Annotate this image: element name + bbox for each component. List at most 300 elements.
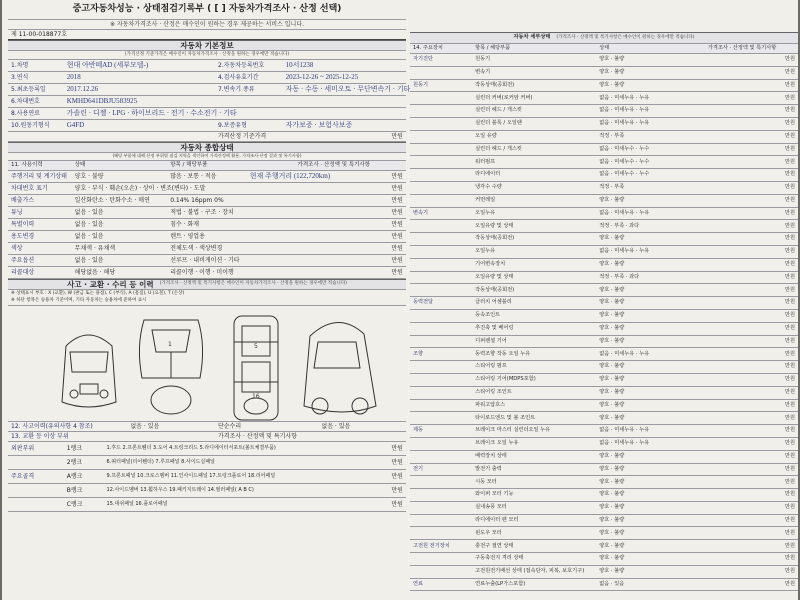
status-unit: 만원 (391, 172, 403, 180)
detail-row (410, 515, 798, 528)
detail-item: 스티어링 기어(MDPS포함) (475, 376, 536, 383)
detail-unit: 만원 (784, 273, 795, 280)
parts-unit: 만원 (391, 444, 403, 452)
basic-label-2: 9.보증유형 (217, 121, 247, 129)
detail-item: 발전기 출력 (475, 465, 502, 472)
svg-text:16: 16 (252, 393, 260, 400)
status-label: 색상 (11, 244, 23, 252)
accident-value: 없음 · 있음 (130, 422, 160, 430)
detail-unit: 만원 (784, 529, 795, 536)
detail-row (410, 246, 798, 259)
detail-row (410, 67, 798, 80)
detail-row (410, 374, 798, 387)
status-row (8, 195, 406, 207)
basic-value-2: 10서1238 (285, 61, 314, 69)
detail-state: 적정 · 부족 · 과다 (599, 222, 640, 229)
basic-value: 현대 아반떼AD (세부모델-) (66, 61, 149, 69)
detail-state: 없음 · 미세누유 · 누유 (599, 440, 650, 447)
detail-item: 실린더 블록 / 오일팬 (475, 120, 522, 127)
car-side-view (304, 322, 376, 414)
detail-unit: 만원 (784, 81, 795, 88)
detail-group: 원동기 (413, 81, 429, 88)
detail-unit: 만원 (784, 453, 795, 459)
detail-state: 적정 · 부족 (599, 184, 625, 191)
detail-unit: 만원 (784, 350, 795, 357)
right-column (410, 0, 798, 591)
detail-state: 없음 · 미세누수 · 누수 (599, 158, 650, 165)
status-state: 양호 · 불량 (74, 172, 104, 180)
overall-status-title: 자동차 종합상태 (180, 142, 234, 152)
accident-legend-2 (8, 298, 406, 306)
detail-unit: 만원 (784, 401, 795, 408)
status-state: 무채색 · 유채색 (74, 244, 116, 252)
detail-state: 없음 · 미세누유 · 누유 (599, 94, 650, 101)
detail-unit: 만원 (784, 299, 795, 306)
detail-item: 실린더 커버(로커암 커버) (475, 94, 533, 101)
basic-row (8, 120, 406, 132)
basic-value: G4FD (66, 121, 85, 129)
detail-row (410, 579, 798, 592)
detail-state: 양호 · 불량 (599, 376, 625, 383)
legend-text: ※ 상태표시 부호 : X (교환), W (판금 또는 용접), C (부식), A (흠집), U (요철), T (손상) (11, 290, 185, 296)
overall-status-header (8, 142, 406, 153)
basic-info-note: (가격산정 기준가격은 매수인이 자동차가격조사 · 산정을 원하는 경우에만 적습니다) (8, 51, 406, 60)
status-row (8, 171, 406, 183)
detail-state: 적정 · 부족 (599, 133, 625, 140)
detail-unit: 만원 (784, 69, 795, 76)
detail-row (410, 259, 798, 272)
status-label: 주요옵션 (11, 256, 35, 264)
detail-unit: 만원 (784, 516, 795, 523)
detail-item: 냉각수 수량 (475, 184, 502, 191)
detail-item: 작동상태(공회전) (475, 286, 515, 293)
detail-row (410, 348, 798, 361)
detail-state: 없음 · 있음 (599, 580, 625, 587)
parts-row (8, 470, 406, 484)
parts-unit: 만원 (391, 486, 403, 494)
detail-row (410, 438, 798, 451)
parts-items: 9.프론트패널 10.크로스멤버 11.인사이드패널 17.트렁크플로어 18.리어패널 (106, 473, 276, 479)
parts-rank: C랭크 (66, 500, 83, 508)
status-detail: 리콜이행 · 이행 · 미이행 (170, 268, 234, 276)
status-col-2: 상태 (74, 161, 86, 168)
overall-status-note: (해당 부품에 대해 산정 부위별 점검 지역을 색인하여 가격산정에 활용, 가격조사·산정 결과 및 특기사항) (8, 153, 406, 161)
detail-item: 시동 모터 (475, 478, 497, 485)
detail-item: 오일유량 및 상태 (475, 273, 514, 280)
detail-item: 기어변속장치 (475, 261, 506, 268)
detail-item: 추진축 및 베어링 (475, 325, 514, 332)
status-state: 해당없음 · 해당 (74, 268, 116, 276)
detail-unit: 만원 (784, 120, 795, 127)
status-row (8, 183, 406, 195)
detail-state: 없음 · 미세누수 · 누수 (599, 171, 650, 178)
detail-row (410, 361, 798, 374)
detail-row (410, 400, 798, 413)
status-label: 특별이력 (11, 220, 35, 228)
detail-row (410, 105, 798, 118)
status-state: 없음 · 있음 (74, 256, 104, 264)
basic-label: 10.원동기형식 (11, 121, 50, 129)
detail-row (410, 310, 798, 323)
detail-state: 없음 · 미세누유 · 누유 (599, 209, 650, 216)
detail-row (410, 527, 798, 540)
detail-group: 고전원 전기장치 (413, 542, 450, 549)
detail-row (410, 336, 798, 349)
detail-state: 양호 · 불량 (599, 261, 625, 268)
detail-unit: 만원 (784, 337, 795, 344)
detail-item: 윈도우 모터 (475, 529, 502, 536)
parts-items: 1.후드 2.프론트휀더 3.도어 4.트렁크리드 5.라디에이터서포트(볼트체결부품) (106, 445, 276, 451)
detail-unit: 만원 (784, 197, 795, 204)
detail-unit: 만원 (784, 478, 795, 485)
basic-row (8, 84, 411, 96)
detail-item: 파워고압호스 (475, 401, 506, 408)
parts-unit: 만원 (391, 472, 403, 480)
detail-row (410, 233, 798, 246)
detail-unit: 만원 (784, 222, 795, 229)
detail-row (410, 272, 798, 285)
inspection-sheet (2, 0, 798, 600)
detail-row (410, 156, 798, 169)
parts-group: 외판부위 (11, 444, 35, 452)
price-basis-unit: 만원 (391, 132, 403, 140)
detail-row (410, 297, 798, 310)
detail-item: 오일누유 (475, 209, 496, 216)
detail-row (410, 182, 798, 195)
detail-unit: 만원 (784, 209, 795, 216)
document-subtitle: ※ 자동차가격조사 · 산정은 매수인이 원하는 경우 제공하는 서비스 입니다. (8, 20, 406, 30)
detail-state: 양호 · 불량 (599, 542, 625, 549)
accident-header (8, 279, 406, 290)
detail-state: 양호 · 불량 (599, 286, 625, 293)
detail-state: 양호 · 불량 (599, 325, 625, 332)
detail-state: 양호 · 불량 (599, 56, 625, 63)
basic-label-2: 7.변속기 종류 (217, 85, 255, 93)
basic-value-2: 2023-12-26 ~ 2025-12-25 (285, 73, 359, 81)
detail-state: 없음 · 미세누유 · 누유 (599, 350, 650, 357)
basic-row (8, 96, 406, 108)
detail-group: 변속기 (413, 209, 429, 216)
detail-state: 양호 · 불량 (599, 529, 625, 536)
car-front-view (62, 335, 116, 407)
status-label: 용도변경 (11, 232, 35, 240)
basic-label: 6.차대번호 (11, 97, 40, 105)
detail-unit: 만원 (784, 312, 795, 319)
detail-item: 작동상태(공회전) (475, 81, 515, 88)
status-row (8, 219, 406, 231)
accident-label: 13. 교환 등 이상 부위 (11, 432, 69, 440)
status-col-3: 항목 / 해당부품 (170, 161, 208, 168)
detail-item: 라디에이터 (475, 171, 501, 178)
accident-row (8, 422, 406, 432)
detail-row (410, 92, 798, 105)
status-detail: 선루프 · 내비게이션 · 기타 (170, 256, 240, 264)
detail-row (410, 502, 798, 515)
accident-title: 사고 · 교환 · 수리 등 이력 (67, 279, 154, 289)
detail-group: 조향 (413, 350, 424, 357)
legend-text-2: ※ 하단 항목은 승용차 기준이며, 기타 자동차는 승용차에 준하여 표시 (11, 298, 147, 304)
detail-unit: 만원 (784, 363, 795, 370)
status-detail: 0.14% 16ppm 0% (170, 196, 224, 204)
detail-unit: 만원 (784, 94, 795, 101)
detail-note: (가격조사 · 산정액 및 특기사항은 매수인이 원하는 경우에만 적습니다) (556, 34, 695, 40)
detail-item: 와이퍼 모터 기능 (475, 491, 514, 498)
detail-col-3: 상태 (599, 44, 610, 51)
detail-state: 양호 · 불량 (599, 516, 625, 523)
parts-items: 15.대쉬패널 16.플로어패널 (106, 501, 168, 507)
price-basis-label: 가격산정 기준가격 (217, 132, 267, 140)
detail-state: 없음 · 미세누유 · 누유 (599, 427, 650, 434)
accident-legend (8, 290, 406, 298)
detail-col-2: 항목 / 해당부품 (475, 44, 511, 51)
detail-item: 스티어링 펌프 (475, 363, 507, 370)
detail-item: 실린더 헤드 / 개스킷 (475, 107, 522, 114)
parts-row (8, 498, 406, 512)
detail-unit: 만원 (784, 491, 795, 498)
status-label: 튜닝 (11, 208, 23, 216)
detail-state: 양호 · 불량 (599, 414, 625, 421)
parts-table (8, 442, 406, 512)
detail-item: 타이로드엔드 및 볼 조인트 (475, 414, 536, 421)
detail-row (410, 54, 798, 67)
status-detail: 많음 · 보통 · 적음 (170, 172, 217, 180)
status-unit: 만원 (391, 256, 403, 264)
detail-item: 브레이크 마스터 실린더오일 누유 (475, 427, 551, 434)
detail-item: 오일유량 및 상태 (475, 222, 514, 229)
status-row (8, 231, 406, 243)
status-label: 리콜대상 (11, 268, 35, 276)
basic-label: 8.사용연료 (11, 109, 40, 117)
detail-unit: 만원 (784, 133, 795, 140)
status-unit: 만원 (391, 244, 403, 252)
parts-row (8, 484, 406, 498)
status-unit: 만원 (391, 268, 403, 276)
detail-unit: 만원 (784, 107, 795, 114)
detail-group: 자기진단 (413, 56, 434, 63)
detail-state: 없음 · 미세누유 · 누유 (599, 248, 650, 255)
detail-table (410, 54, 798, 591)
detail-item: 디퍼렌셜 기어 (475, 337, 507, 344)
detail-row (410, 489, 798, 502)
detail-unit: 만원 (784, 184, 795, 191)
detail-item: 원동기 (475, 56, 491, 63)
parts-unit: 만원 (391, 500, 403, 508)
detail-group: 동력전달 (413, 299, 434, 306)
detail-state: 양호 · 불량 (599, 555, 625, 562)
detail-row (410, 323, 798, 336)
accident-value-2: 없음 · 있음 (321, 422, 351, 430)
left-column (8, 0, 411, 512)
detail-state: 양호 · 불량 (599, 81, 625, 88)
detail-state: 적정 · 부족 · 과다 (599, 273, 640, 280)
status-row (8, 267, 406, 279)
overall-status-columns (8, 161, 406, 171)
status-row (8, 255, 406, 267)
basic-label-2: 2.자동차등록번호 (217, 61, 265, 69)
status-unit: 만원 (391, 184, 403, 192)
detail-state: 양호 · 불량 (599, 389, 625, 396)
price-basis-row (8, 132, 406, 142)
detail-state: 양호 · 불량 (599, 465, 625, 472)
accident-label: 12. 사고이력(유의사항 4 참조) (11, 422, 93, 430)
detail-row (410, 80, 798, 93)
detail-row (410, 195, 798, 208)
detail-group: 제동 (413, 427, 424, 434)
detail-state: 양호 · 불량 (599, 453, 625, 459)
basic-value: 2018 (66, 73, 81, 81)
detail-row (410, 566, 798, 579)
detail-state: 양호 · 불량 (599, 299, 625, 306)
detail-row (410, 412, 798, 425)
status-detail: 침수 · 화재 (170, 220, 200, 228)
detail-item: 커먼레일 (475, 197, 496, 204)
detail-row (410, 131, 798, 144)
detail-unit: 만원 (784, 504, 795, 511)
parts-items: 6.쿼터패널(리어휀더) 7.루프패널 8.사이드실패널 (106, 459, 215, 465)
detail-unit: 만원 (784, 465, 795, 472)
basic-value: KMHD641DBJU583925 (66, 97, 138, 105)
detail-item: 스티어링 조인트 (475, 389, 512, 396)
status-unit: 만원 (391, 196, 403, 204)
detail-row (410, 464, 798, 477)
basic-value-2: 자가보증 · 보험사보증 (285, 121, 353, 129)
detail-row (410, 540, 798, 553)
detail-state: 없음 · 미세누유 · 누유 (599, 120, 650, 127)
detail-item: 실내송풍 모터 (475, 504, 507, 511)
detail-state: 양호 · 불량 (599, 568, 625, 575)
basic-info-table (8, 60, 411, 132)
status-row (8, 207, 406, 219)
document-number: 제 11-00-018877호 (11, 30, 68, 38)
status-label: 배출가스 (11, 196, 35, 204)
parts-row (8, 442, 406, 456)
detail-item: 브레이크 오일 누유 (475, 440, 519, 447)
detail-unit: 만원 (784, 542, 795, 549)
status-unit: 만원 (391, 220, 403, 228)
detail-title: 자동차 세부상태 (513, 34, 551, 41)
detail-row (410, 169, 798, 182)
detail-unit: 만원 (784, 376, 795, 383)
status-detail: 전체도색 · 색상변경 (170, 244, 223, 252)
car-diagram (8, 306, 406, 422)
parts-rank: A랭크 (66, 472, 83, 480)
detail-row (410, 284, 798, 297)
detail-unit: 만원 (784, 158, 795, 165)
status-detail: 렌트 · 영업용 (170, 232, 205, 240)
detail-state: 양호 · 불량 (599, 401, 625, 408)
car-diagram-svg (8, 306, 406, 422)
detail-group: 연료 (413, 580, 424, 587)
detail-state: 양호 · 불량 (599, 235, 625, 242)
car-underbody-view (234, 316, 278, 420)
detail-row (410, 387, 798, 400)
parts-row (8, 456, 406, 470)
parts-rank: 2랭크 (66, 458, 83, 466)
parts-rank: B랭크 (66, 486, 83, 494)
detail-item: 작동상태(공회전) (475, 235, 515, 242)
parts-unit: 만원 (391, 458, 403, 466)
basic-info-header (8, 40, 406, 51)
svg-text:1: 1 (168, 341, 172, 348)
detail-unit: 만원 (784, 389, 795, 396)
detail-unit: 만원 (784, 261, 795, 268)
basic-label-2: 4.검사유효기간 (217, 73, 259, 81)
detail-state: 양호 · 불량 (599, 491, 625, 498)
status-unit: 만원 (391, 232, 403, 240)
detail-unit: 만원 (784, 56, 795, 63)
basic-value-2: 자동 · 수동 · 세미오토 · 무단변속기 · 기타 (285, 85, 411, 93)
basic-row (8, 72, 406, 84)
detail-unit: 만원 (784, 286, 795, 293)
detail-row (410, 220, 798, 233)
detail-row (410, 451, 798, 464)
detail-row (410, 118, 798, 131)
detail-row (410, 208, 798, 221)
detail-item: 배력장치 상태 (475, 453, 507, 459)
detail-item: 클러치 어셈블리 (475, 299, 512, 306)
accident-mid: 가격조사 · 산정액 및 특기사항 (217, 432, 298, 440)
detail-state: 양호 · 불량 (599, 504, 625, 511)
status-col-1: 11. 사용이력 (11, 161, 43, 168)
detail-unit: 만원 (784, 440, 795, 447)
status-col-4: 가격조사 · 산정액 및 특기사항 (297, 161, 371, 168)
detail-unit: 만원 (784, 325, 795, 332)
detail-item: 구동축전지 격리 상태 (475, 555, 524, 562)
detail-columns (410, 44, 798, 54)
detail-unit: 만원 (784, 248, 795, 255)
status-unit: 만원 (391, 208, 403, 216)
accident-mid: 단순수리 (217, 422, 242, 430)
detail-state: 양호 · 불량 (599, 197, 625, 204)
detail-row (410, 144, 798, 157)
status-label: 차대번호 표기 (11, 184, 48, 192)
detail-item: 등속조인트 (475, 312, 501, 319)
accident-row (8, 432, 406, 442)
detail-item: 연료누출(LP가스포함) (475, 580, 526, 587)
detail-unit: 만원 (784, 555, 795, 562)
detail-unit: 만원 (784, 145, 795, 152)
detail-item: 오일 유량 (475, 133, 497, 140)
detail-row (410, 425, 798, 438)
detail-header (410, 32, 798, 44)
detail-col-4: 가격조사 · 산정액 및 특기사항 (707, 44, 777, 51)
detail-unit: 만원 (784, 580, 795, 587)
detail-state: 양호 · 불량 (599, 478, 625, 485)
status-extra: 현재 주행거리 (122,720km) (249, 172, 331, 180)
basic-row (8, 108, 406, 120)
parts-group: 주요골격 (11, 472, 35, 480)
accident-table (8, 422, 406, 442)
detail-state: 없음 · 미세누유 · 누유 (599, 107, 650, 114)
detail-unit: 만원 (784, 414, 795, 421)
basic-label: 5.최초등록일 (11, 85, 46, 93)
document-title: 중고자동차성능 · 상태점검기록부 ( [ ] 자동차가격조사 · 산정 선택) (8, 0, 406, 20)
detail-item: 고전원전기배선 상태 (접속단자, 피복, 보호기구) (475, 568, 585, 575)
detail-unit: 만원 (784, 568, 795, 575)
accident-note: (가격조사 · 산정액 및 특기사항은 매수인이 자동차가격조사 · 산정을 원하는 경우에만 적습니다) (159, 281, 347, 287)
parts-items: 12.사이드멤버 13.휠하우스 19.패키지트레이 14.필러패널( A B C) (106, 487, 254, 493)
detail-item: 실린더 헤드 / 개스킷 (475, 145, 522, 152)
parts-rank: 1랭크 (66, 444, 83, 452)
detail-state: 양호 · 불량 (599, 337, 625, 344)
detail-item: 라디에이터 팬 모터 (475, 516, 519, 523)
detail-state: 양호 · 불량 (599, 312, 625, 319)
status-state: 일산화탄소 · 탄화수소 · 매연 (74, 196, 150, 204)
basic-row (8, 60, 406, 72)
detail-col-1: 14. 주요장치 (413, 44, 443, 51)
status-detail: 적법 · 불법 · 구조 · 장치 (170, 208, 234, 216)
status-state: 양호 · 부식 · 훼손(오손) · 상이 · 변조(변타) · 도말 (74, 184, 206, 192)
